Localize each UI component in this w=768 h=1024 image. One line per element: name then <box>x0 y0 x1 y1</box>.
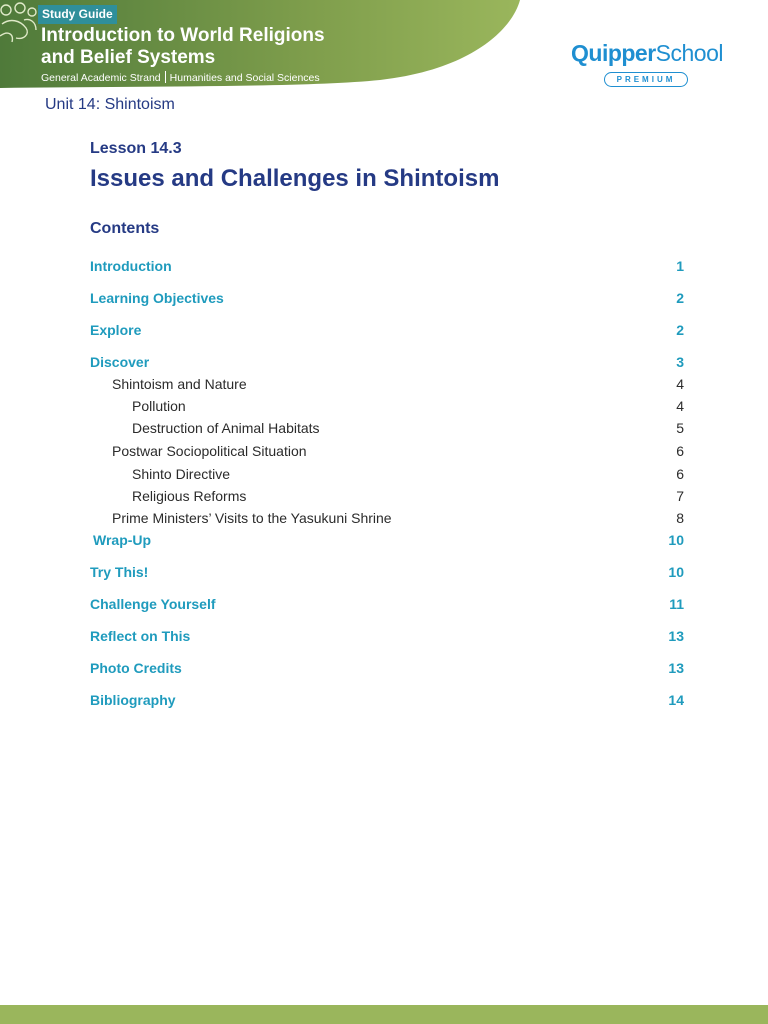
toc-item-page: 6 <box>676 443 684 459</box>
floral-ornament-icon <box>0 0 40 44</box>
lesson-number: Lesson 14.3 <box>90 140 182 157</box>
toc-item-label: Try This! <box>90 564 149 580</box>
toc-item-page: 3 <box>676 354 684 370</box>
track-label: Humanities and Social Sciences <box>169 72 320 84</box>
divider <box>165 71 166 83</box>
toc-item-page: 13 <box>668 628 684 644</box>
toc-item[interactable] <box>90 258 684 278</box>
toc-subitem[interactable] <box>90 376 684 396</box>
toc-item-page: 1 <box>676 258 684 274</box>
toc-item-label: Challenge Yourself <box>90 596 216 612</box>
logo-premium-tag: PREMIUM <box>604 72 688 87</box>
course-strand-line <box>41 71 320 84</box>
contents-heading: Contents <box>90 220 160 237</box>
toc-item-page: 6 <box>676 466 684 482</box>
toc-item-page: 10 <box>668 564 684 580</box>
toc-item-label: Postwar Sociopolitical Situation <box>112 443 307 459</box>
toc-item[interactable] <box>90 322 684 342</box>
toc-subitem[interactable] <box>90 420 684 440</box>
footer-bar <box>0 1005 768 1024</box>
toc-item[interactable] <box>90 692 684 712</box>
toc-item-label: Shintoism and Nature <box>112 376 247 392</box>
toc-item-page: 4 <box>676 376 684 392</box>
toc-subitem[interactable] <box>90 466 684 486</box>
toc-item-page: 4 <box>676 398 684 414</box>
quipper-school-logo <box>571 40 731 90</box>
toc-item-page: 8 <box>676 510 684 526</box>
toc-item[interactable] <box>90 532 684 552</box>
unit-title: Unit 14: Shintoism <box>45 96 175 113</box>
toc-item[interactable] <box>90 290 684 310</box>
toc-item-label: Bibliography <box>90 692 176 708</box>
toc-item-page: 5 <box>676 420 684 436</box>
toc-item-page: 14 <box>668 692 684 708</box>
toc-item-label: Explore <box>90 322 142 338</box>
study-guide-badge: Study Guide <box>38 5 117 24</box>
toc-subitem[interactable] <box>90 510 684 530</box>
toc-item[interactable] <box>90 354 684 374</box>
logo-brand: Quipper <box>571 40 656 66</box>
toc-item-label: Destruction of Animal Habitats <box>132 420 320 436</box>
toc-item[interactable] <box>90 660 684 680</box>
toc-item-page: 10 <box>668 532 684 548</box>
strand-label: General Academic Strand <box>41 72 161 84</box>
course-title: Introduction to World Religions and Belief Systems <box>41 25 325 68</box>
toc-item-label: Wrap-Up <box>93 532 152 548</box>
toc-subitem[interactable] <box>90 488 684 508</box>
toc-item-label: Learning Objectives <box>90 290 224 306</box>
lesson-title: Issues and Challenges in Shintoism <box>90 165 500 192</box>
toc-item-label: Religious Reforms <box>132 488 247 504</box>
toc-item-label: Shinto Directive <box>132 466 231 482</box>
toc-item[interactable] <box>90 596 684 616</box>
toc-item-page: 2 <box>676 290 684 306</box>
toc-item-label: Prime Ministers’ Visits to the Yasukuni Shrine <box>112 510 392 526</box>
toc-subitem[interactable] <box>90 443 684 463</box>
logo-brand-suffix: School <box>655 40 723 66</box>
toc-item-label: Reflect on This <box>90 628 191 644</box>
toc-subitem[interactable] <box>90 398 684 418</box>
toc-item-page: 7 <box>676 488 684 504</box>
toc-item[interactable] <box>90 564 684 584</box>
toc-item-label: Pollution <box>132 398 186 414</box>
toc-item-page: 11 <box>669 596 684 612</box>
toc-item-label: Introduction <box>90 258 172 274</box>
toc-item-label: Discover <box>90 354 150 370</box>
toc-item-label: Photo Credits <box>90 660 182 676</box>
toc-item-page: 13 <box>668 660 684 676</box>
toc-item-page: 2 <box>676 322 684 338</box>
toc-item[interactable] <box>90 628 684 648</box>
